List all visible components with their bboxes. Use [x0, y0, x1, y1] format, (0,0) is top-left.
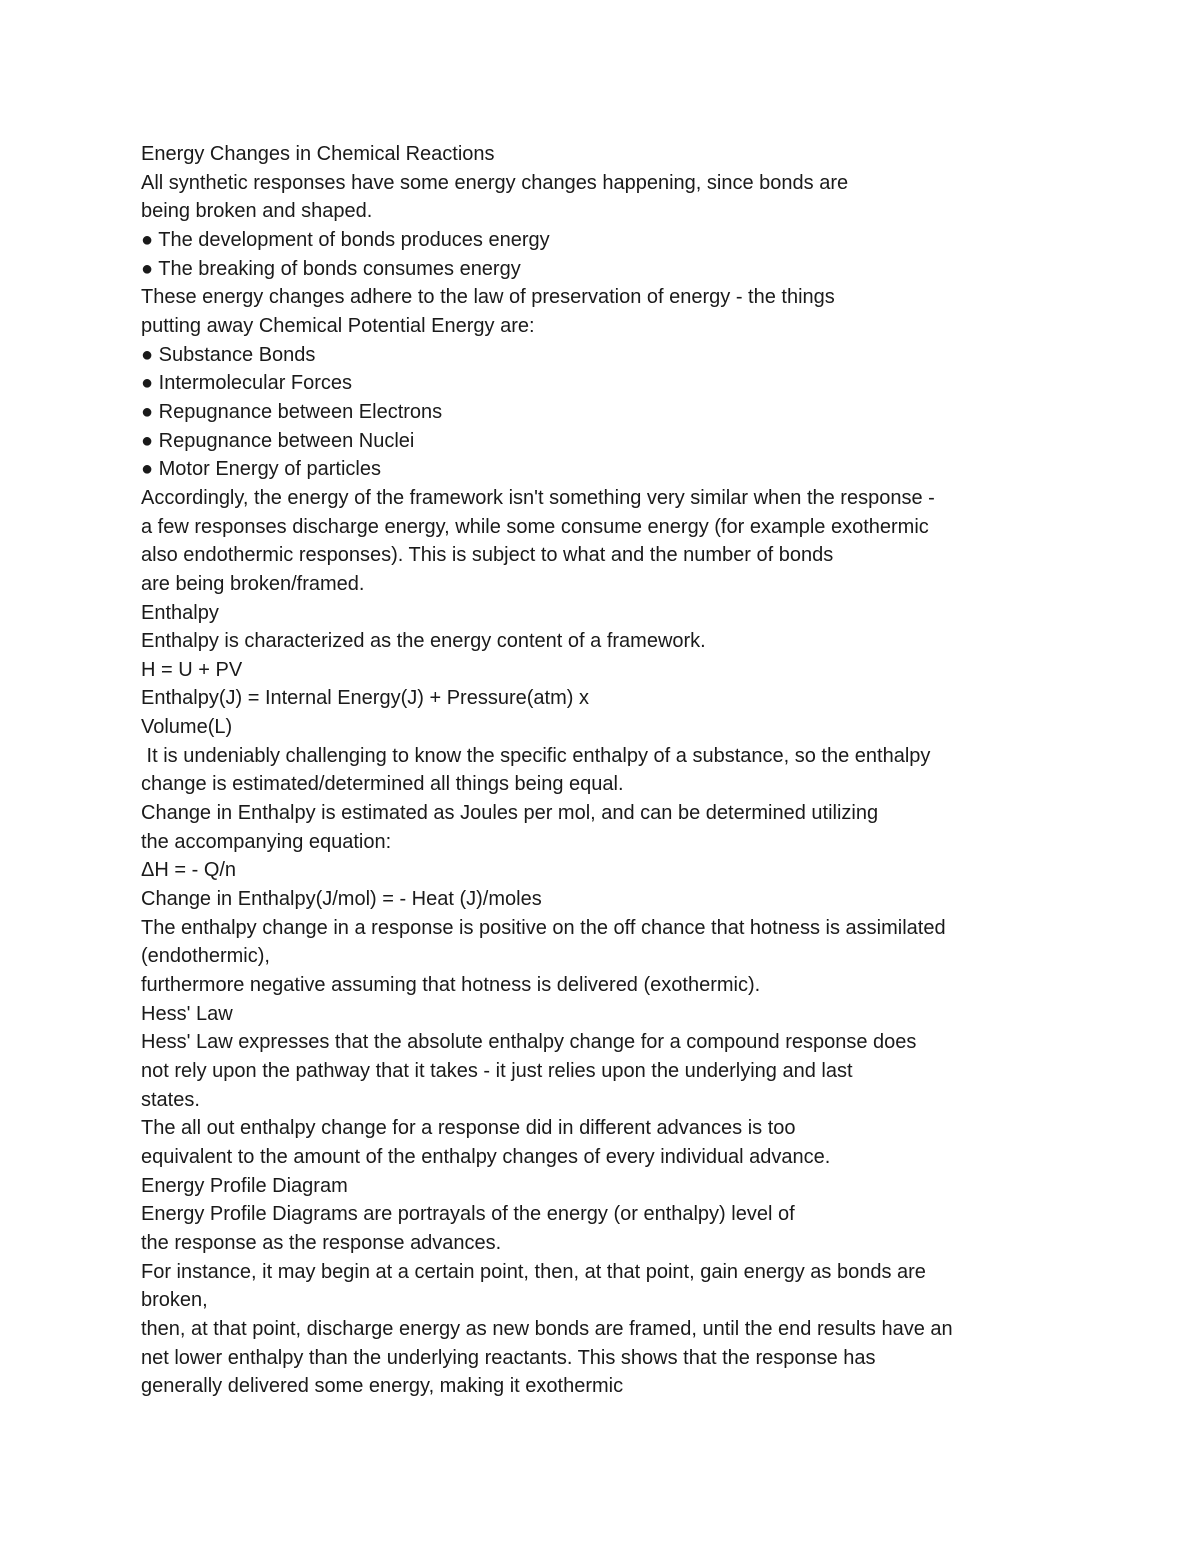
- text-line: putting away Chemical Potential Energy are:: [141, 314, 535, 337]
- text-line: equivalent to the amount of the enthalpy changes of every individual advance.: [141, 1145, 831, 1168]
- text-line: generally delivered some energy, making it exothermic: [141, 1375, 624, 1398]
- text-line: a few responses discharge energy, while some consume energy (for example exothermic: [141, 515, 929, 538]
- text-line: are being broken/framed.: [141, 572, 365, 595]
- text-line: These energy changes adhere to the law of preservation of energy - the things: [141, 286, 835, 309]
- text-line: the accompanying equation:: [141, 830, 392, 853]
- document-page: [141, 140, 1141, 1401]
- bullet-item: ● Repugnance between Electrons: [141, 400, 443, 423]
- bullet-item: ● Motor Energy of particles: [141, 458, 381, 481]
- formula-line: Enthalpy(J) = Internal Energy(J) + Pressure(atm) x: [141, 687, 589, 710]
- text-line: furthermore negative assuming that hotness is delivered (exothermic).: [141, 974, 761, 997]
- text-line: being broken and shaped.: [141, 200, 373, 223]
- text-line: then, at that point, discharge energy as new bonds are framed, until the end results have an: [141, 1317, 953, 1340]
- text-line: Energy Profile Diagrams are portrayals of the energy (or enthalpy) level of: [141, 1203, 795, 1226]
- text-line: net lower enthalpy than the underlying reactants. This shows that the response has: [141, 1346, 876, 1369]
- bullet-item: ● Substance Bonds: [141, 343, 316, 366]
- text-line: broken,: [141, 1289, 208, 1312]
- text-line: the response as the response advances.: [141, 1231, 502, 1254]
- formula-line: H = U + PV: [141, 658, 243, 681]
- text-line: states.: [141, 1088, 200, 1111]
- text-line: Enthalpy is characterized as the energy content of a framework.: [141, 630, 706, 653]
- text-line: change is estimated/determined all things being equal.: [141, 773, 624, 796]
- section-heading: Hess' Law: [141, 1002, 233, 1025]
- text-line: also endothermic responses). This is subject to what and the number of bonds: [141, 544, 834, 567]
- bullet-item: ● Intermolecular Forces: [141, 372, 353, 395]
- section-heading: Energy Profile Diagram: [141, 1174, 348, 1197]
- bullet-item: ● Repugnance between Nuclei: [141, 429, 415, 452]
- formula-line: ΔH = - Q/n: [141, 859, 237, 882]
- formula-line: Change in Enthalpy(J/mol) = - Heat (J)/moles: [141, 888, 542, 911]
- text-line: It is undeniably challenging to know the specific enthalpy of a substance, so the enthalpy: [141, 744, 931, 767]
- text-line: All synthetic responses have some energy changes happening, since bonds are: [141, 171, 849, 194]
- text-line: The enthalpy change in a response is positive on the off chance that hotness is assimilated: [141, 916, 946, 939]
- bullet-item: ● The development of bonds produces energy: [141, 228, 550, 251]
- section-heading: Enthalpy: [141, 601, 219, 624]
- text-line: The all out enthalpy change for a response did in different advances is too: [141, 1117, 796, 1140]
- doc-title: Energy Changes in Chemical Reactions: [141, 143, 495, 165]
- text-line: Change in Enthalpy is estimated as Joules per mol, and can be determined utilizing: [141, 802, 879, 825]
- bullet-item: ● The breaking of bonds consumes energy: [141, 257, 521, 280]
- text-line: not rely upon the pathway that it takes - it just relies upon the underlying and last: [141, 1060, 853, 1082]
- text-line: Hess' Law expresses that the absolute enthalpy change for a compound response does: [141, 1031, 917, 1054]
- text-line: For instance, it may begin at a certain point, then, at that point, gain energy as bonds are: [141, 1260, 926, 1283]
- formula-line: Volume(L): [141, 716, 233, 739]
- text-line: Accordingly, the energy of the framework isn't something very similar when the response -: [141, 486, 935, 509]
- text-line: (endothermic),: [141, 945, 270, 968]
